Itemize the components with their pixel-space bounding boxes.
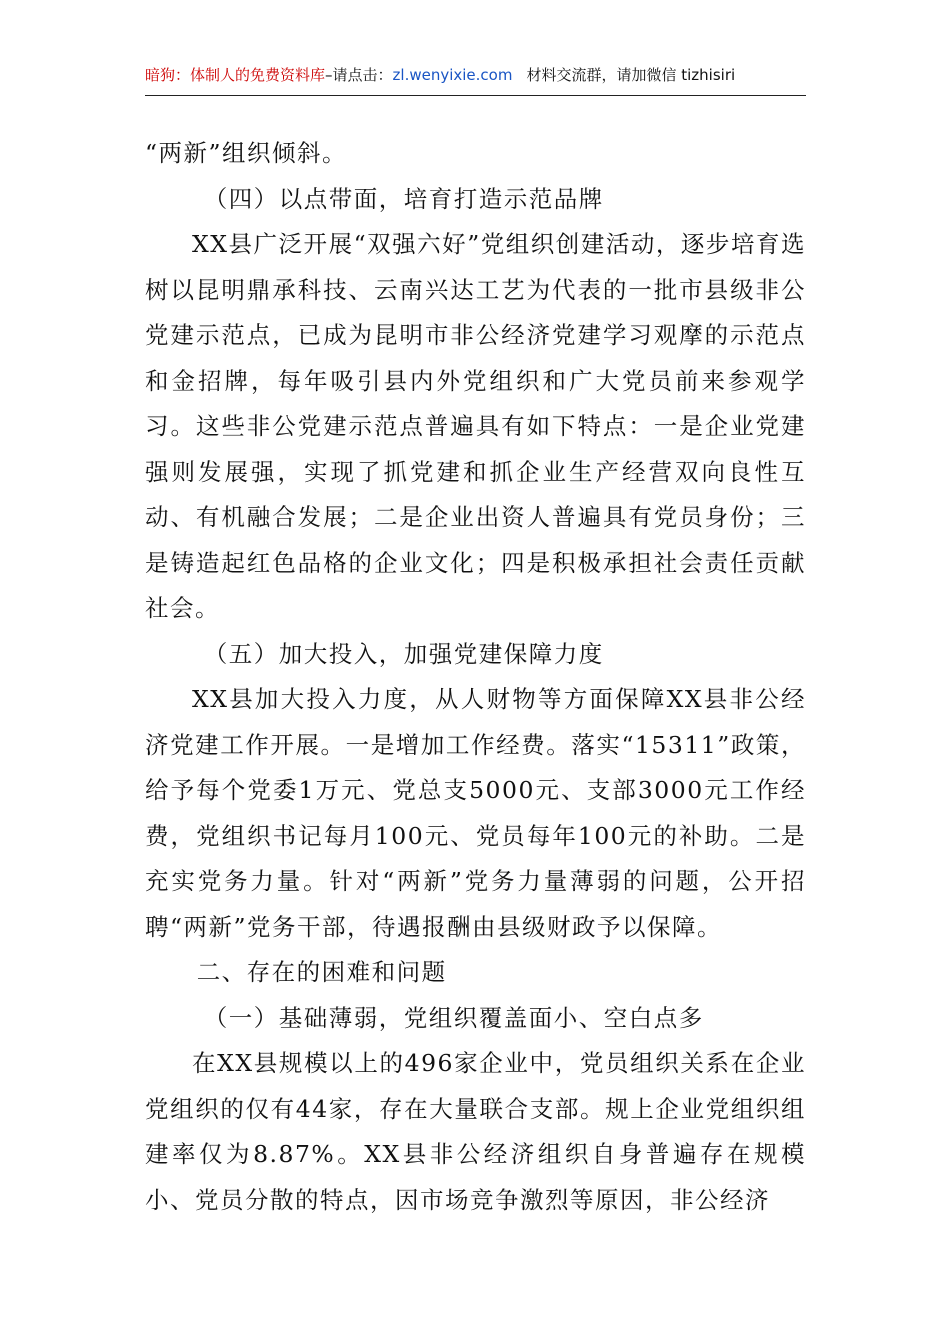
header-site-name: 暗狗：体制人的免费资料库: [145, 66, 326, 84]
paragraph-2-1: 在XX县规模以上的496家企业中，党员组织关系在企业党组织的仅有44家，存在大量联合支部。规上企业党组织组建率仅为8.87%。XX县非公经济组织自身普遍存在规模小、党员分散的特点，因市场竞争激烈等原因，非公经济: [145, 1049, 806, 1214]
subheading-4: （四）以点带面，培育打造示范品牌: [203, 184, 604, 213]
header-contact: 材料交流群，请加微信 tizhisiri: [526, 66, 736, 84]
header-divider: [145, 95, 806, 96]
page-header: [145, 64, 806, 86]
header-link-prefix: –请点击：: [325, 66, 393, 84]
paragraph-4: XX县广泛开展“双强六好”党组织创建活动，逐步培育选树以昆明鼎承科技、云南兴达工艺为代表的一批市县级非公党建示范点，已成为昆明市非公经济党建学习观摩的示范点和金招牌，每年吸引县内外党组织和广大党员前来参观学习。这些非公党建示范点普遍具有如下特点：一是企业党建强则发展强，实现了抓党建和抓企业生产经营双向良性互动、有机融合发展；二是企业出资人普遍具有党员身份；三是铸造起红色品格的企业文化；四是积极承担社会责任贡献社会。: [145, 230, 806, 622]
subheading-2-1: （一）基础薄弱，党组织覆盖面小、空白点多: [203, 1003, 704, 1032]
section-heading-2: 二、存在的困难和问题: [196, 958, 447, 986]
paragraph-5: XX县加大投入力度，从人财物等方面保障XX县非公经济党建工作开展。一是增加工作经费。落实“15311”政策，给予每个党委1万元、党总支5000元、支部3000元工作经费，党组织书记每月100元、党员每年100元的补助。二是充实党务力量。针对“两新”党务力量薄弱的问题，公开招聘“两新”党务干部，待遇报酬由县级财政予以保障。: [145, 685, 806, 941]
subheading-5: （五）加大投入，加强党建保障力度: [203, 639, 604, 668]
document-body: [145, 131, 806, 1223]
paragraph-continued: “两新”组织倾斜。: [145, 139, 348, 167]
header-url-link[interactable]: zl.wenyixie.com: [392, 66, 513, 84]
